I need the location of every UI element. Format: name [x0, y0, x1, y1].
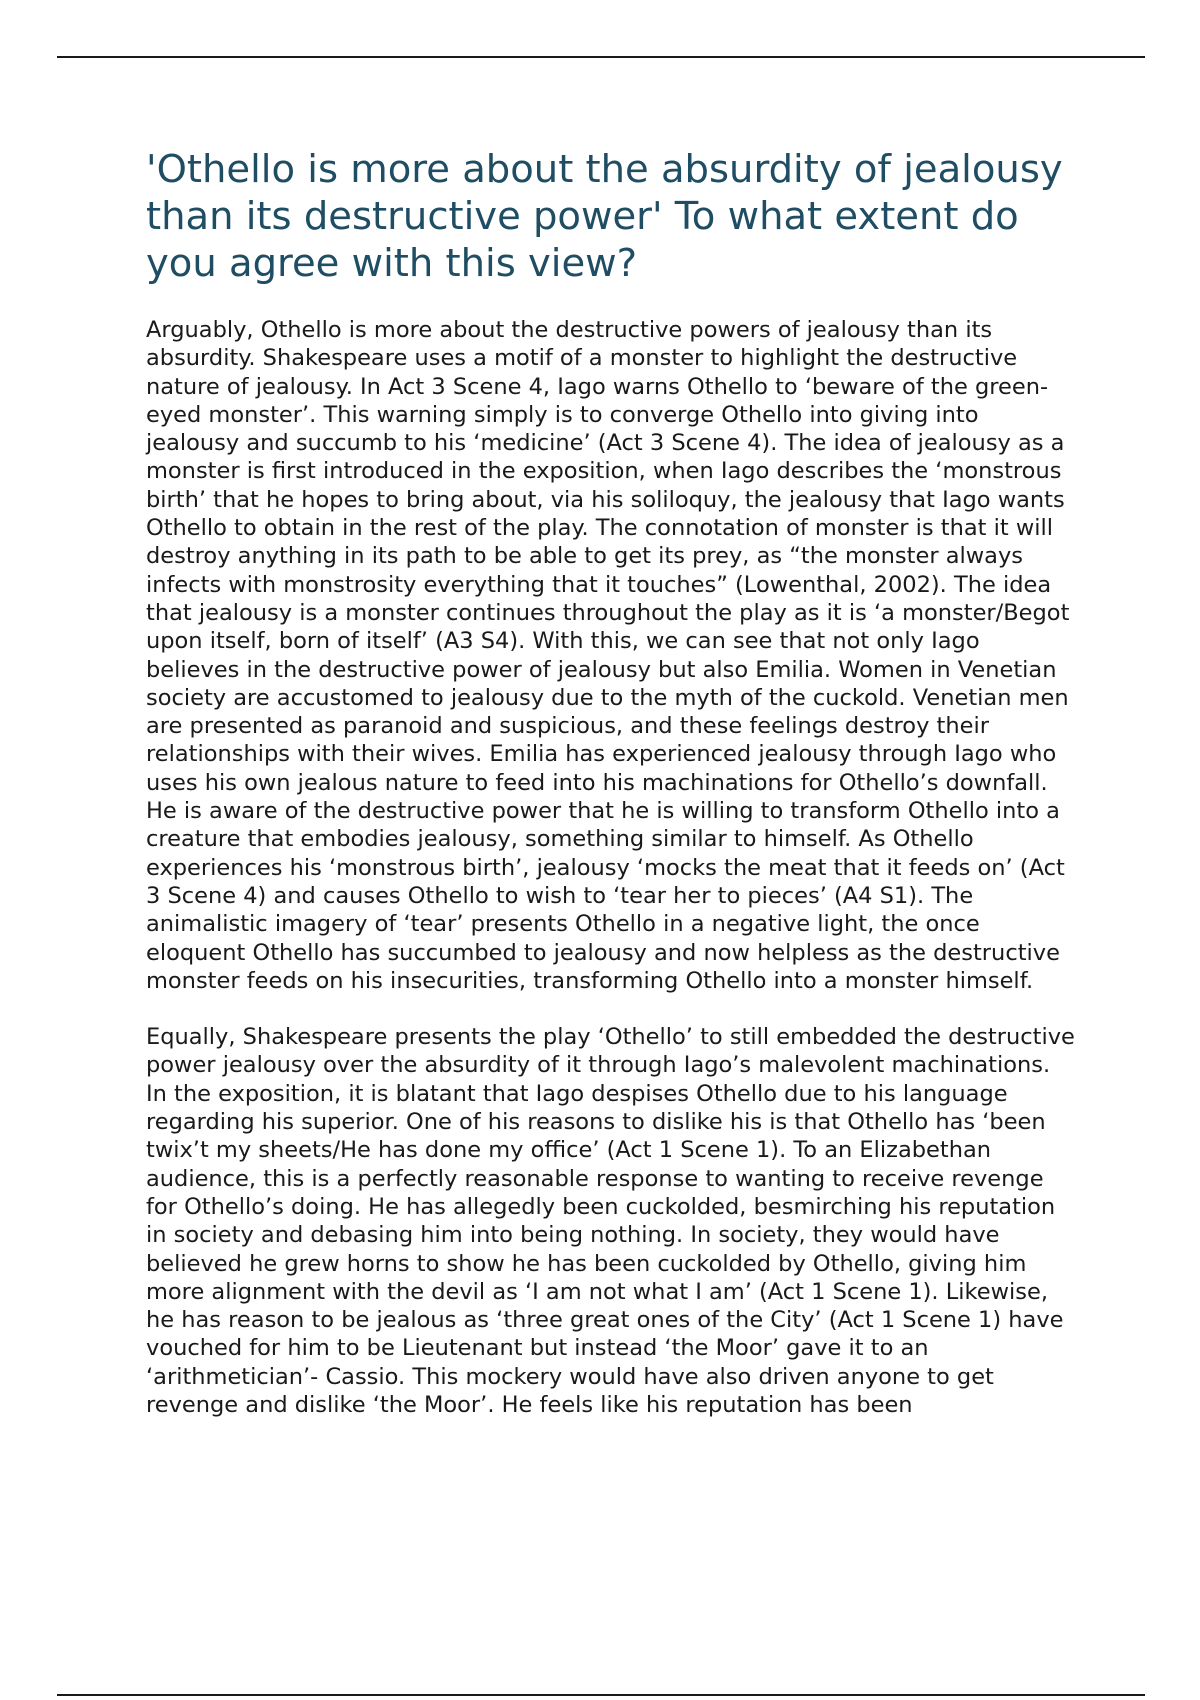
essay-paragraph-2: Equally, Shakespeare presents the play ‘Othello’ to still embedded the destructive power jealousy over the absurdity of it through Iago’s malevolent machinations. In the exposition, it is blatant that Iago despises Othello due to his language regarding his superior. One of his reasons to dislike his is that Othello has ‘been twix’t my sheets/He has done my office’ (Act 1 Scene 1). To an Elizabethan audience, this is a perfectly reasonable response to wanting to receive revenge for Othello’s doing. He has allegedly been cuckolded, besmirching his reputation in society and debasing him into being nothing. In society, they would have believed he grew horns to show he has been cuckolded by Othello, giving him more alignment with the devil as ‘I am not what I am’ (Act 1 Scene 1). Likewise, he has reason to be jealous as ‘three great ones of the City’ (Act 1 Scene 1) have vouched for him to be Lieutenant but instead ‘the Moor’ gave it to an ‘arithmetician’- Cassio. This mockery would have also driven anyone to get revenge and dislike ‘the Moor’. He feels like his reputation has been — [146, 1024, 1075, 1418]
header-rule — [57, 56, 1145, 58]
footer-rule — [57, 1694, 1145, 1696]
essay-title: 'Othello is more about the absurdity of jealousy than its destructive power' To what extent do you agree with this view? — [146, 147, 1063, 286]
essay-paragraph-1: Arguably, Othello is more about the destructive powers of jealousy than its absurdity. Shakespeare uses a motif of a monster to highlight the destructive nature of jealousy. In Act 3 Scene 4, Iago warns Othello to ‘beware of the green-eyed monster’. This warning simply is to converge Othello into giving into jealousy and succumb to his ‘medicine’ (Act 3 Scene 4). The idea of jealousy as a monster is first introduced in the exposition, when Iago describes the ‘monstrous birth’ that he hopes to bring about, via his soliloquy, the jealousy that Iago wants Othello to obtain in the rest of the play. The connotation of monster is that it will destroy anything in its path to be able to get its prey, as “the monster always infects with monstrosity everything that it touches” (Lowenthal, 2002). The idea that jealousy is a monster continues throughout the play as it is ‘a monster/Begot upon itself, born of itself’ (A3 S4). With this, we can see that not only Iago believes in the destructive power of jealousy but also Emilia. Women in Venetian society are accustomed to jealousy due to the myth of the cuckold. Venetian men are presented as paranoid and suspicious, and these feelings destroy their relationships with their wives. Emilia has experienced jealousy through Iago who uses his own jealous nature to feed into his machinations for Othello’s downfall. He is aware of the destructive power that he is willing to transform Othello into a creature that embodies jealousy, something similar to himself. As Othello experiences his ‘monstrous birth’, jealousy ‘mocks the meat that it feeds on’ (Act 3 Scene 4) and causes Othello to wish to ‘tear her to pieces’ (A4 S1). The animalistic imagery of ‘tear’ presents Othello in a negative light, the once eloquent Othello has succumbed to jealousy and now helpless as the destructive monster feeds on his insecurities, transforming Othello into a monster himself. — [146, 317, 1070, 994]
document-body — [146, 146, 1076, 1419]
